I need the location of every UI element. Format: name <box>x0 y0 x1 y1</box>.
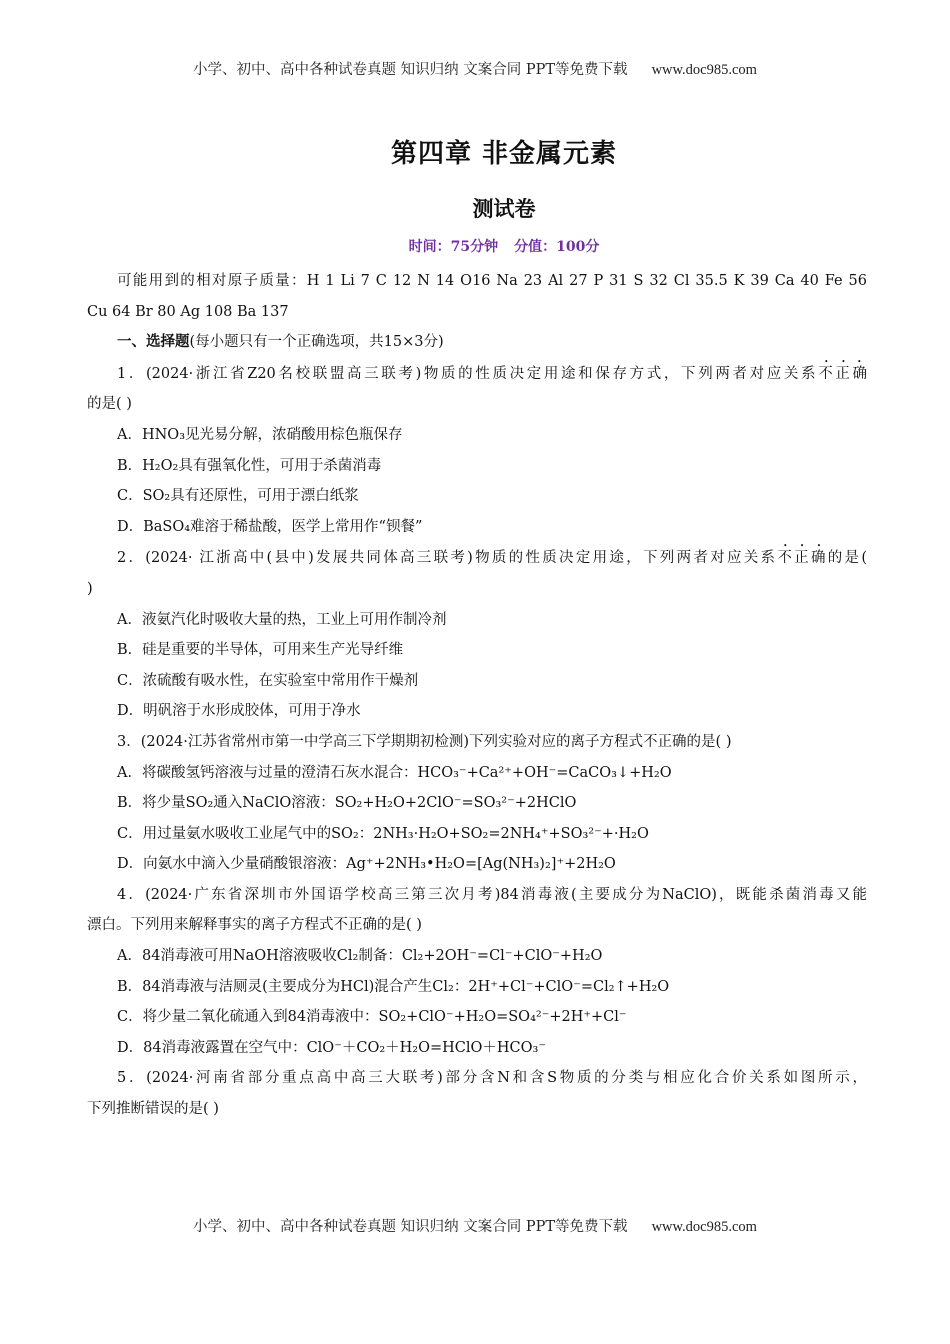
page-header <box>0 58 950 79</box>
question-4-option-b: B．84消毒液与洁厕灵(主要成分为HCl)混合产生Cl₂：2H⁺+Cl⁻+ClO⁻=Cl₂↑+H₂O <box>117 978 670 995</box>
page-footer <box>0 1215 950 1236</box>
question-2-option-d: D．明矾溶于水形成胶体，可用于净水 <box>117 703 361 720</box>
question-3-option-a: A．将碳酸氢钙溶液与过量的澄清石灰水混合：HCO₃⁻+Ca²⁺+OH⁻=CaCO₃↓+H₂O <box>117 764 672 781</box>
time-limit: 时间：75分钟 <box>408 239 499 255</box>
question-2-stem-end: ) <box>87 580 93 597</box>
test-subtitle: 测试卷 <box>472 197 536 221</box>
question-5-stem: 5．(2024·河南省部分重点高中高三大联考)部分含N和含S物质的分类与相应化合价关系如图所示， <box>117 1070 867 1087</box>
question-1-stem-end: 的是( ) <box>87 396 132 413</box>
question-2-option-b: B．硅是重要的半导体，可用来生产光导纤维 <box>117 642 404 659</box>
question-4-stem: 4．(2024·广东省深圳市外国语学校高三第三次月考)84消毒液(主要成分为NaClO)，既能杀菌消毒又能 <box>117 886 867 903</box>
question-1-option-a: A．HNO₃见光易分解，浓硝酸用棕色瓶保存 <box>117 426 403 443</box>
question-2-stem-text: 2．(2024· 江浙高中(县中)发展共同体高三联考)物质的性质决定用途，下列两者对应关系 <box>117 550 778 567</box>
question-4-stem-end: 漂白。下列用来解释事实的离子方程式不正确的是( ) <box>87 917 422 934</box>
header-site-link[interactable]: www.doc985.com <box>651 62 757 78</box>
question-4-option-c: C．将少量二氧化硫通入到84消毒液中：SO₂+ClO⁻+H₂O=SO₄²⁻+2H⁺+Cl⁻ <box>117 1009 627 1026</box>
question-2-stem <box>87 542 867 574</box>
question-1-emphasis: 不正确 <box>818 365 868 382</box>
question-1-option-c: C．SO₂具有还原性，可用于漂白纸浆 <box>117 488 359 505</box>
question-2-stem-tail: 的是( <box>827 550 867 567</box>
question-2-option-a: A．液氨汽化时吸收大量的热，工业上可用作制冷剂 <box>117 611 447 628</box>
question-2-emphasis: 不正确 <box>777 550 828 567</box>
question-3-stem: 3．(2024·江苏省常州市第一中学高三下学期期初检测)下列实验对应的离子方程式不正确的是( ) <box>117 733 732 750</box>
atomic-masses-line1: 可能用到的相对原子质量：H 1 Li 7 C 12 N 14 O16 Na 23 Al 27 P 31 S 32 Cl 35.5 K 39 Ca 40 Fe 56 <box>117 273 867 289</box>
header-text: 小学、初中、高中各种试卷真题 知识归纳 文案合同 PPT等免费下载 <box>193 62 628 78</box>
atomic-masses-line2: Cu 64 Br 80 Ag 108 Ba 137 <box>87 303 289 320</box>
question-1-stem-text: 1．(2024·浙江省Z20名校联盟高三联考)物质的性质决定用途和保存方式，下列两者对应关系 <box>117 365 819 382</box>
question-4-option-d: D．84消毒液露置在空气中：ClO⁻＋CO₂＋H₂O=HClO＋HCO₃⁻ <box>117 1039 546 1056</box>
question-3-option-b: B．将少量SO₂通入NaClO溶液：SO₂+H₂O+2ClO⁻=SO₃²⁻+2HClO <box>117 795 577 812</box>
chapter-title: 第四章 非金属元素 <box>390 139 618 169</box>
question-5-stem-end: 下列推断错误的是( ) <box>87 1101 219 1118</box>
footer-text: 小学、初中、高中各种试卷真题 知识归纳 文案合同 PPT等免费下载 <box>193 1219 628 1235</box>
section-heading <box>87 327 867 358</box>
question-1-option-d: D．BaSO₄难溶于稀盐酸，医学上常用作“钡餐” <box>117 518 423 535</box>
section-title: 一、选择题 <box>117 333 190 351</box>
time-score-info <box>0 236 950 256</box>
question-3-option-d: D．向氨水中滴入少量硝酸银溶液：Ag⁺+2NH₃•H₂O=[Ag(NH₃)₂]⁺+2H₂O <box>117 856 616 873</box>
question-2-option-c: C．浓硫酸有吸水性，在实验室中常用作干燥剂 <box>117 672 419 689</box>
total-score: 分值：100分 <box>514 239 600 255</box>
question-4-option-a: A．84消毒液可用NaOH溶液吸收Cl₂制备：Cl₂+2OH⁻=Cl⁻+ClO⁻+H₂O <box>117 948 603 965</box>
footer-site-link[interactable]: www.doc985.com <box>651 1219 757 1235</box>
exam-body <box>87 266 867 1125</box>
question-3-option-c: C．用过量氨水吸收工业尾气中的SO₂：2NH₃·H₂O+SO₂=2NH₄⁺+SO₃²⁻+·H₂O <box>117 825 649 842</box>
question-1-stem <box>87 358 867 390</box>
question-1-option-b: B．H₂O₂具有强氧化性，可用于杀菌消毒 <box>117 457 382 474</box>
section-note: (每小题只有一个正确选项，共15×3分) <box>189 334 444 351</box>
